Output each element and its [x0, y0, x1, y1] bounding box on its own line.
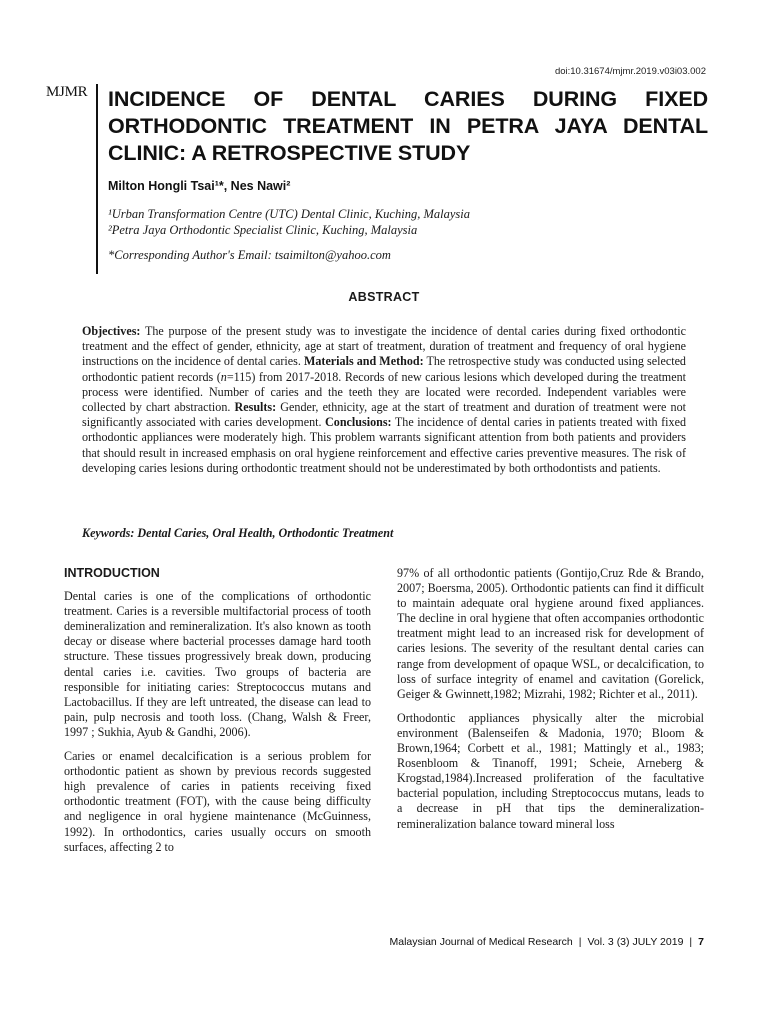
author-list: Milton Hongli Tsai¹*, Nes Nawi² [108, 179, 291, 193]
paragraph: 97% of all orthodontic patients (Gontijo,Cruz Rde & Brando, 2007; Boersma, 2005). Orthodontic patients can find it difficult to maintain adequate oral hygiene around fixed appliances. The decline in oral hygiene that often accompanies orthodontic treatment might lead to an increased risk for development of caries lesions. The severity of the resultant dental caries can range from development of opaque WSL, or decalcification, to loss of surface integrity of enamel and cavitation (Gorelick, Geiger & Gwinnett,1982; Mizrahi, 1982; Richter et al., 2011). [397, 566, 704, 701]
journal-abbreviation: MJMR [46, 84, 88, 100]
methods-text-1: The retrospective study was conducted using selected orthodontic patient records ( [82, 354, 686, 384]
affiliation-1: ¹Urban Transformation Centre (UTC) Dental Clinic, Kuching, Malaysia [108, 207, 470, 221]
conclusions-text: The incidence of dental caries in patients treated with fixed orthodontic appliances were moderately high. This problem warrants significant attention from both patients and providers that should result in increased emphasis on oral hygiene reinforcement and effective caries preventive measures. The risk of developing caries lesions during orthodontic treatment should not be underestimated by both orthodontists and patients. [82, 415, 686, 475]
doi-text: doi:10.31674/mjmr.2019.v03i03.002 [554, 66, 706, 77]
page-number: 7 [698, 936, 704, 948]
footer-separator: | [689, 936, 693, 948]
paragraph: Caries or enamel decalcification is a serious problem for orthodontic patient as shown by previous records suggested high prevalence of caries in patients receiving fixed orthodontic treatment (FOT), with the cause being difficulty and negligence in oral hygiene maintenance (McGuinness, 1992). In orthodontics, caries usually occurs on smooth surfaces, affecting 2 to [64, 749, 371, 854]
corresponding-author: *Corresponding Author's Email: tsaimilton@yahoo.com [108, 248, 391, 262]
paragraph: Dental caries is one of the complications of orthodontic treatment. Caries is a reversible multifactorial process of tooth demineralization and remineralization. It's also known as tooth decay or disease where bacterial processes damage hard tooth structure. These tissues progressively break down, producing dental caries i.e. cavities. Two groups of bacteria are responsible for initiating caries: Streptococcus mutans and Lactobacillus. If they are left untreated, the disease can lead to pain, pulp necrosis and tooth loss. (Chang, Walsh & Freer, 1997 ; Sukhia, Ayub & Gandhi, 2006). [64, 589, 371, 739]
footer-journal: Malaysian Journal of Medical Research [389, 936, 573, 948]
left-column [64, 566, 371, 864]
methods-n: n [220, 369, 227, 384]
keywords: Keywords: Dental Caries, Oral Health, Orthodontic Treatment [82, 526, 394, 540]
title-block [108, 86, 708, 263]
affiliation-2: ²Petra Jaya Orthodontic Specialist Clinic, Kuching, Malaysia [108, 223, 418, 237]
vertical-rule [96, 84, 98, 274]
objectives-label: Objectives: [82, 324, 141, 338]
conclusions-label: Conclusions: [325, 415, 392, 430]
introduction-heading: INTRODUCTION [64, 566, 160, 580]
paragraph: Orthodontic appliances physically alter the microbial environment (Balenseifen & Madonia, 1970; Bloom & Brown,1964; Corbett et al., 1981; Mattingly et al., 1983; Rosenbloom & Tinanoff, 1991; Scheie, Arneberg & Krogstad,1984).Increased proliferation of the facultative bacterial population, including Streptococcus mutans, leads to a decrease in pH that tips the demineralization-remineralization balance toward mineral loss [397, 710, 704, 831]
results-label: Results: [234, 400, 277, 415]
page-footer [390, 936, 705, 948]
footer-separator: | [578, 936, 582, 948]
abstract-body [82, 324, 686, 476]
affiliations [108, 206, 708, 238]
methods-label: Materials and Method: [303, 354, 424, 369]
article-title: INCIDENCE OF DENTAL CARIES DURING FIXED ORTHODONTIC TREATMENT IN PETRA JAYA DENTAL CLINIC: A RETROSPECTIVE STUDY [108, 87, 708, 165]
methods-text-2: =115) from 2017-2018. Records of new carious lesions which developed during the treatment process were identified. Number of caries and the teeth they are located were recorded. Independent variables were collected by chart abstraction. [82, 369, 686, 415]
results-text: Gender, ethnicity, age at the start of treatment and duration of treatment were not significantly associated with caries development. [82, 400, 686, 430]
objectives-text: The purpose of the present study was to investigate the incidence of dental caries during fixed orthodontic treatment and the effect of gender, ethnicity, age at start of treatment, duration of treatment and frequency of oral hygiene instructions on the incidence of dental caries. [82, 324, 686, 369]
right-column [397, 566, 704, 841]
abstract-heading: ABSTRACT [348, 290, 420, 304]
footer-volume: Vol. 3 (3) JULY 2019 [587, 936, 684, 948]
